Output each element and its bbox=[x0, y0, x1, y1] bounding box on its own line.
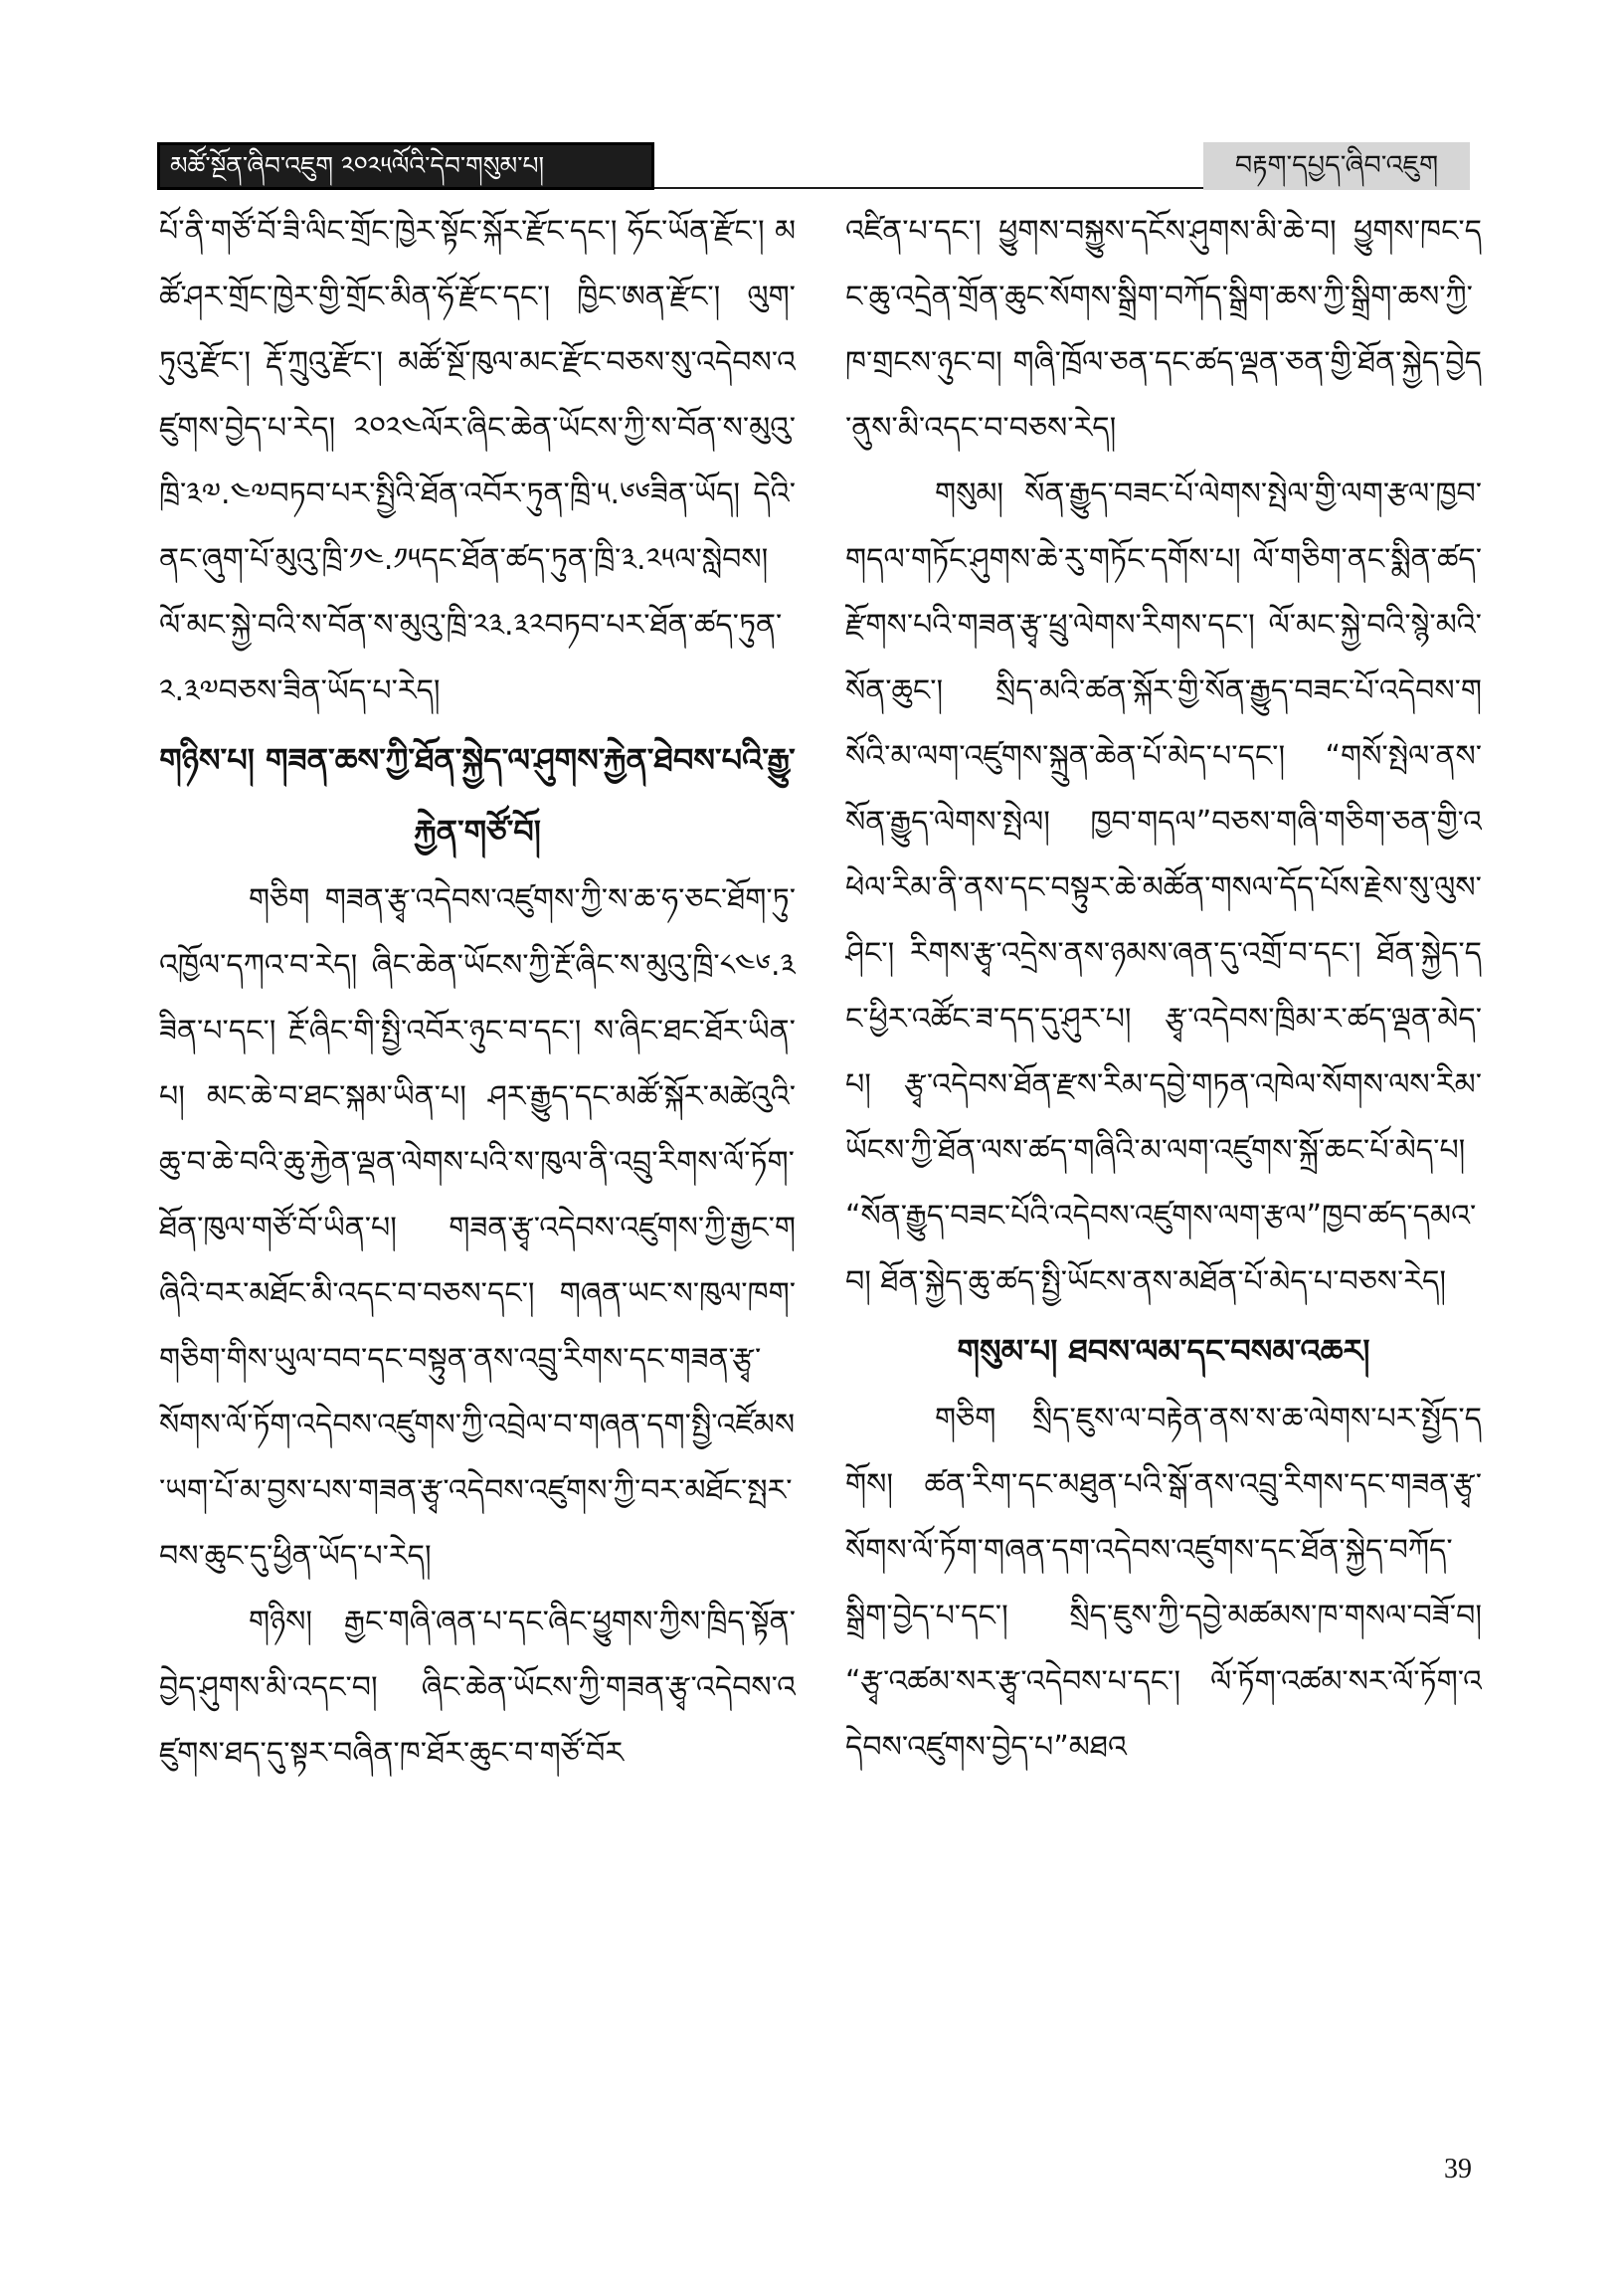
section-heading-3: གསུམ་པ། ཐབས་ལམ་དང་བསམ་འཆར། bbox=[957, 1332, 1370, 1370]
right-paragraph-3: གཅིག སྲིད་ཇུས་ལ་བརྟེན་ནས་ས་ཆ་ལེགས་པར་སྤྱོད་དགོས། ཚན་རིག་དང་མཐུན་པའི་སྒོ་ནས་འབྲུ་རིགས་དང་གཟན་རྩྭ་སོགས་ལོ་ཏོག་གཞན་དག་འདེབས་འཛུགས་དང་ཐོན་སྐྱེད་བཀོད་སྒྲིག་བྱེད་པ་དང་། སྲིད་ཇུས་ཀྱི་དབྱེ་མཚམས་ཁ་གསལ་བཟོ་བ། “རྩྭ་འཚམ་སར་རྩྭ་འདེབས་པ་དང་། ལོ་ཏོག་འཚམ་སར་ལོ་ཏོག་འདེབས་འཛུགས་བྱེད་པ”མཐའ bbox=[845, 1402, 1482, 1765]
header-divider bbox=[654, 187, 1203, 189]
left-paragraph-2: གཅིག གཟན་རྩྭ་འདེབས་འཛུགས་ཀྱི་ས་ཆ་ཧ་ཅང་ཐོག་ཏུ་འཁྱོལ་དཀའ་བ་རེད། ཞིང་ཆེན་ཡོངས་ཀྱི་རྔོ་ཞིང་ས་མུའུ་ཁྲི་༨༤༦.༣ཟིན་པ་དང་། རྔོ་ཞིང་གི་སྤྱི་འབོར་ཉུང་བ་དང་། ས་ཞིང་ཐང་ཐོར་ཡིན་པ། མང་ཆེ་བ་ཐང་སྐམ་ཡིན་པ། ཤར་རྒྱུད་དང་མཚོ་སྐོར་མཚེའུའི་ཆུ་བ་ཆེ་བའི་ཆུ་རྐྱེན་ལྡན་ལེགས་པའི་ས་ཁུལ་ནི་འབྲུ་རིགས་ལོ་ཏོག་ཐོན་ཁུལ་གཙོ་བོ་ཡིན་པ། གཟན་རྩྭ་འདེབས་འཛུགས་ཀྱི་རྒྱང་གཞིའི་བར་མཐོང་མི་འདང་བ་བཅས་དང་། གཞན་ཡང་ས་ཁུལ་ཁག་གཅིག་གིས་ཡུལ་བབ་དང་བསྟུན་ནས་འབྲུ་རིགས་དང་གཟན་རྩྭ་སོགས་ལོ་ཏོག་འདེབས་འཛུགས་ཀྱི་འབྲེལ་བ་གཞན་དག་སྤྱི་འཛོམས་ཡག་པོ་མ་བྱས་པས་གཟན་རྩྭ་འདེབས་འཛུགས་ཀྱི་བར་མཐོང་སྤར་བས་ཆུང་དུ་ཕྱིན་ཡོད་པ་རེད། bbox=[159, 882, 796, 1574]
page-number: 39 bbox=[1444, 2154, 1472, 2184]
right-column bbox=[845, 199, 1482, 2139]
right-paragraph-1: འཛིན་པ་དང་། ཕྱུགས་བསྐྱུས་དངོས་ཤུགས་མི་ཆེ་བ། ཕྱུགས་ཁང་དང་ཆུ་འདྲེན་གྲོན་ཆུང་སོགས་སྒྲིག་བཀོད་སྒྲིག་ཆས་ཀྱི་སྒྲིག་ཆས་ཀྱི་ཁ་གྲངས་ཉུང་བ། གཞི་ཁྲོལ་ཅན་དང་ཚད་ལྡན་ཅན་གྱི་ཐོན་སྐྱེད་བྱེད་ནུས་མི་འདང་བ་བཅས་རེད། bbox=[845, 214, 1482, 446]
section-heading-2: གཉིས་པ། གཟན་ཆས་ཀྱི་ཐོན་སྐྱེད་ལ་ཤུགས་རྐྱེན་ཐེབས་པའི་རྒྱུ་རྐྱེན་གཙོ་བོ། bbox=[159, 741, 796, 851]
section-title-banner: བརྟག་དཔྱད་ཞིབ་འཇུག bbox=[1203, 142, 1470, 190]
left-column bbox=[159, 199, 796, 2139]
left-paragraph-3: གཉིས། རྒྱང་གཞི་ཞན་པ་དང་ཞིང་ཕྱུགས་ཀྱིས་ཁྲིད་སྟོན་བྱེད་ཤུགས་མི་འདང་བ། ཞིང་ཆེན་ཡོངས་ཀྱི་གཟན་རྩྭ་འདེབས་འཛུགས་ཐད་དུ་སྟར་བཞིན་ཁ་ཐོར་ཆུང་བ་གཙོ་བོར bbox=[159, 1605, 796, 1771]
journal-issue-banner: མཚོ་སྔོན་ཞིབ་འཇུག ༢༠༢༥ལོའི་དེབ་གསུམ་པ། bbox=[157, 142, 654, 190]
right-paragraph-2: གསུམ། སོན་རྒྱུད་བཟང་པོ་ལེགས་སྤེལ་གྱི་ལག་རྩལ་ཁྱབ་གདལ་གཏོང་ཤུགས་ཆེ་རུ་གཏོང་དགོས་པ། ལོ་གཅིག་ནང་སྨིན་ཚད་རྫོགས་པའི་གཟན་རྩྭ་ཕྲུ་ལེགས་རིགས་དང་། ལོ་མང་སྐྱེ་བའི་སྙེ་མའི་སོན་ཆུང་། སྲིད་མའི་ཚན་སྐོར་གྱི་སོན་རྒྱུད་བཟང་པོ་འདེབས་གསོའི་མ་ལག་འཛུགས་སྐྲུན་ཆེན་པོ་མེད་པ་དང་། “གསོ་སྤེལ་ནས་སོན་རྒྱུད་ལེགས་སྤེལ། ཁྱབ་གདལ”བཅས་གཞི་གཅིག་ཅན་གྱི་འཕེལ་རིམ་ནི་ནས་དང་བསྟུར་ཆེ་མཚོན་གསལ་དོད་པོས་རྗེས་སུ་ལུས་ཤིང་། རིགས་རྩྭ་འདྲེས་ནས་ཉམས་ཞན་དུ་འགྲོ་བ་དང་། ཐོན་སྐྱེད་དང་ཕྱིར་འཚོང་ཟ་དད་དུ་ཤུར་པ། རྩྭ་འདེབས་ཁྲིམ་ར་ཚད་ལྡན་མེད་པ། རྩྭ་འདེབས་ཐོན་རྫས་རིམ་དབྱེ་གཏན་འཁེལ་སོགས་ལས་རིམ་ཡོངས་ཀྱི་ཐོན་ལས་ཚད་གཞིའི་མ་ལག་འཛུགས་སྐྲོ་ཆང་པོ་མེད་པ། “སོན་རྒྱུད་བཟང་པོའི་འདེབས་འཛུགས་ལག་རྩལ”ཁྱབ་ཚད་དམའ་བ། ཐོན་སྐྱེད་ཆུ་ཚད་སྤྱི་ཡོངས་ནས་མཐོན་པོ་མེད་པ་བཅས་རེད། bbox=[845, 476, 1482, 1299]
left-paragraph-1: པོ་ནི་གཙོ་བོ་ཟི་ལིང་གྲོང་ཁྱེར་སྟོང་སྐོར་རྫོང་དང་། ཧོང་ཡོན་རྫོང་། མཚོ་ཤར་གྲོང་ཁྱེར་གྱི་གྲོང་མིན་ཧོ་རྫོང་དང་། ཁྱིང་ཨན་རྫོང་། ལུག་ཏུའུ་རྫོང་། རྡོ་ཀྲུའུ་རྫོང་། མཚོ་སྔོ་ཁུལ་མང་རྫོང་བཅས་སུ་འདེབས་འཛུགས་བྱེད་པ་རེད། ༢༠༢༤ལོར་ཞིང་ཆེན་ཡོངས་ཀྱི་ས་བོན་ས་མུའུ་ཁྲི་༣༧.༤༧བཏབ་པར་སྤྱིའི་ཐོན་འབོར་ཏུན་ཁྲི་༥.༦༦ཟིན་ཡོད། དེའི་ནང་ཞུག་པོ་མུའུ་ཁྲི་༡༤.༡༥དང་ཐོན་ཚད་ཏུན་ཁྲི་༣.༢༥ལ་སླེབས། ལོ་མང་སྐྱེ་བའི་ས་བོན་ས་མུའུ་ཁྲི་༢༣.༣༢བཏབ་པར་ཐོན་ཚད་ཏུན་༢.༣༧བཅས་ཟིན་ཡོད་པ་རེད། bbox=[159, 214, 796, 708]
